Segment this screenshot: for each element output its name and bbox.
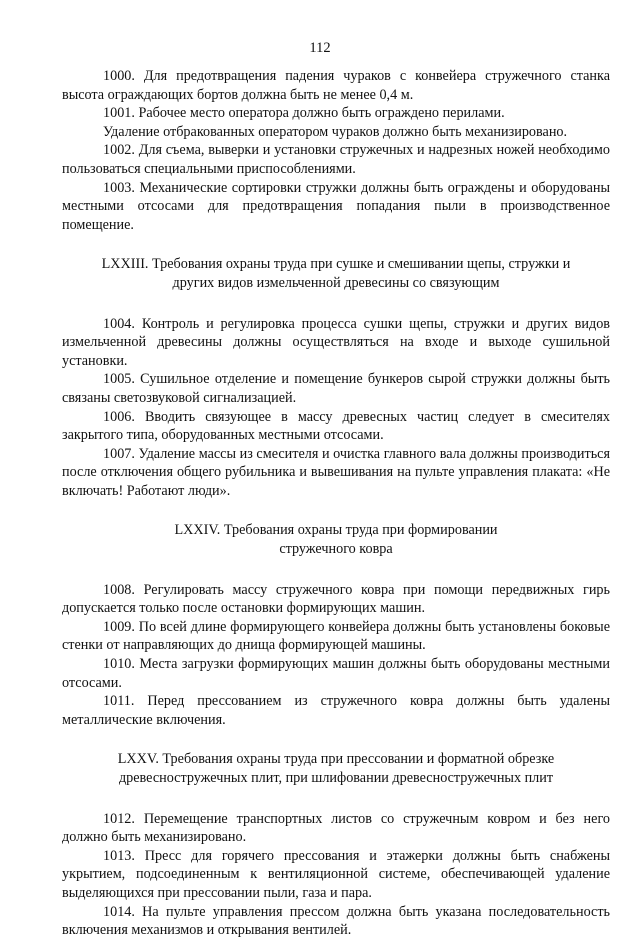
section-heading-lxxv — [62, 750, 610, 787]
paragraph-1006: 1006. Вводить связующее в массу древесных частиц следует в смесителях закрытого типа, оборудованных местными отсосами. — [62, 408, 610, 444]
paragraph-1005: 1005. Сушильное отделение и помещение бункеров сырой стружки должны быть связаны светозвуковой сигнализацией. — [62, 371, 610, 406]
page-number: 112 — [309, 40, 331, 56]
paragraph-1004: 1004. Контроль и регулировка процесса сушки щепы, стружки и других видов измельченной древесины должны осуществляться на входе и выходе сушильной установки. — [62, 315, 610, 369]
section-heading-line: других видов измельченной древесины со связующим — [172, 274, 500, 291]
paragraph-1000: 1000. Для предотвращения падения чураков с конвейера стружечного станка высота ограждающих бортов должна быть не менее 0,4 м. — [62, 68, 610, 103]
paragraph-1001: 1001. Рабочее место оператора должно быть ограждено перилами. — [103, 105, 505, 122]
paragraph-1012: 1012. Перемещение транспортных листов со стружечным ковром и без него должно быть механизировано. — [62, 810, 610, 846]
section-heading-line: древесностружечных плит, при шлифовании древесностружечных плит — [118, 770, 554, 786]
paragraph-1011: 1011. Перед прессованием из стружечного ковра должны быть удалены металлические включения. — [62, 693, 610, 728]
section-heading-lxxiii — [62, 255, 610, 292]
section-heading-lxxiv — [62, 521, 610, 558]
section-heading-line: LXXIV. Требования охраны труда при формировании — [174, 522, 498, 539]
document-body — [62, 67, 610, 940]
section-heading-line: LXXV. Требования охраны труда при прессовании и форматной обрезке — [117, 751, 555, 768]
paragraph-1009: 1009. По всей длине формирующего конвейера должны быть установлены боковые стенки от направляющих до днища формирующей машины. — [62, 618, 610, 654]
section-heading-line: стружечного ковра — [279, 541, 393, 558]
paragraph-1013: 1013. Пресс для горячего прессования и этажерки должны быть снабжены укрытием, подсоединенным к вентиляционной системе, обеспечивающей удаление выделяющихся при прессовании пыли, газа и пара. — [62, 847, 610, 901]
paragraph-1014: 1014. На пульте управления прессом должна быть указана последовательность включения механизмов и открывания вентилей. — [62, 903, 610, 939]
paragraph-1010: 1010. Места загрузки формирующих машин должны быть оборудованы местными отсосами. — [62, 656, 610, 691]
paragraph-1008: 1008. Регулировать массу стружечного ковра при помощи передвижных гирь допускается только после остановки формирующих машин. — [62, 581, 610, 617]
section-heading-line: LXXIII. Требования охраны труда при сушке и смешивании щепы, стружки и — [101, 256, 571, 273]
paragraph-1007: 1007. Удаление массы из смесителя и очистка главного вала должны производиться после отключения общего рубильника и вывешивания на пульте управления плаката: «Не включать! Работают люди». — [62, 445, 610, 499]
paragraph-1002: 1002. Для съема, выверки и установки стружечных и надрезных ножей необходимо пользоваться специальными приспособлениями. — [62, 142, 610, 177]
paragraph-1003: 1003. Механические сортировки стружки должны быть ограждены и оборудованы местными отсосами для предотвращения попадания пыли в производственное помещение. — [62, 179, 610, 233]
paragraph-1001-continued: Удаление отбракованных оператором чураков должно быть механизировано. — [103, 123, 568, 140]
